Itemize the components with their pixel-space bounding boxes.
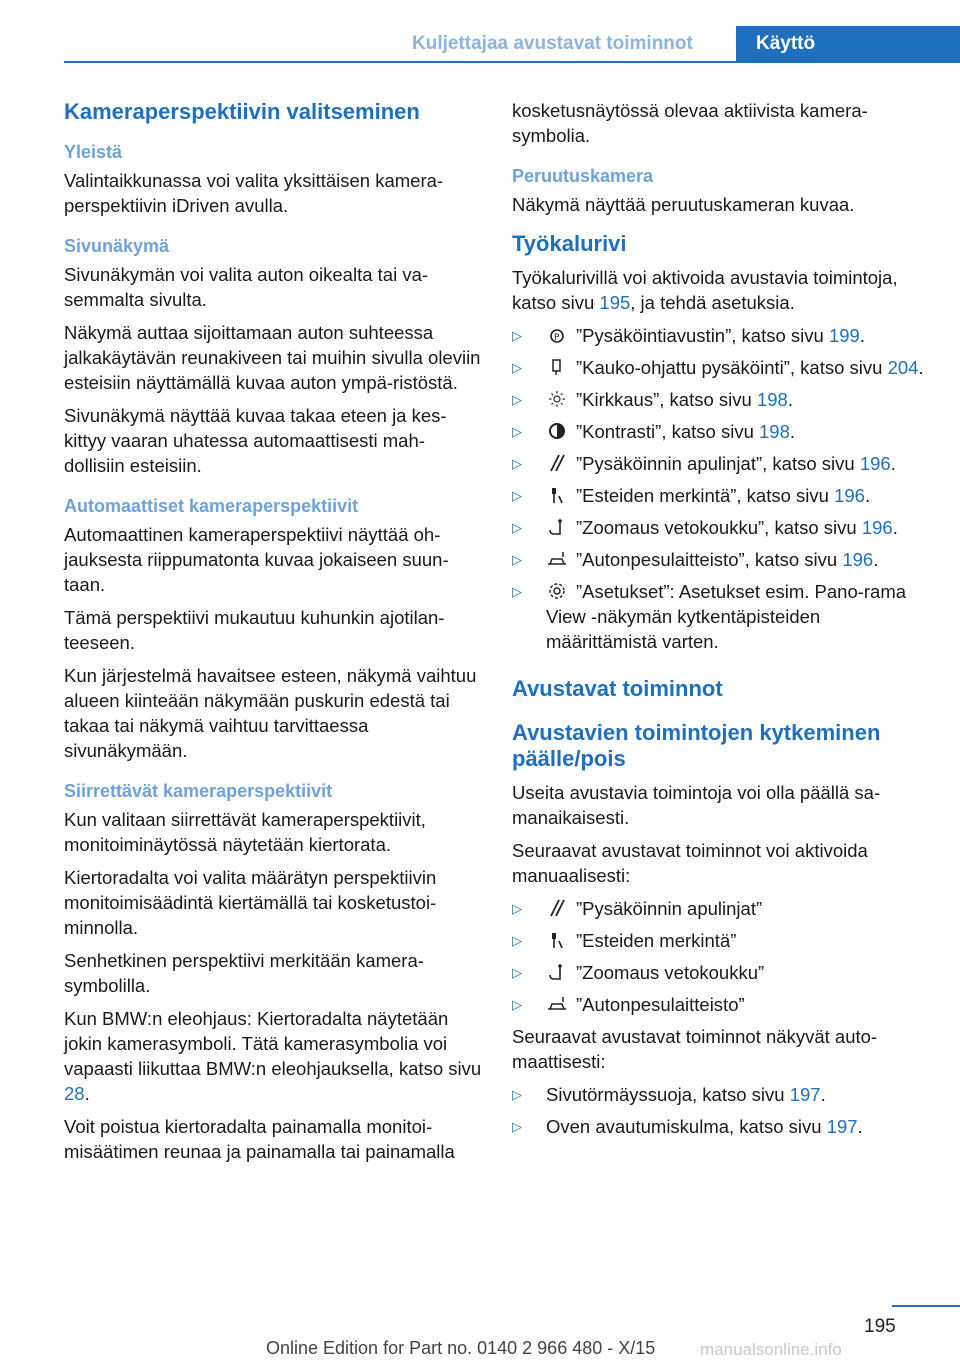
item-end: . [890, 453, 896, 474]
bullet-icon: ▷ [512, 997, 522, 1012]
list-item [512, 1082, 932, 1107]
heading-avustavat: Avustavat toiminnot [512, 676, 723, 701]
paragraph [512, 265, 932, 315]
parking-lines-icon [546, 453, 568, 471]
page-link[interactable]: 196 [861, 517, 893, 538]
page-link[interactable]: 197 [826, 1116, 858, 1137]
item-end: . [892, 517, 898, 538]
paragraph: Voit poistua kiertoradalta painamalla monitoi-misäätimen reunaa ja painamalla tai painamalla [64, 1116, 455, 1162]
subheading-siirrettavat: Siirrettävät kameraperspektiivit [64, 781, 333, 801]
page-link[interactable]: 195 [599, 292, 631, 313]
contrast-icon [546, 421, 568, 439]
bullet-icon: ▷ [512, 456, 522, 471]
list-item [512, 547, 932, 572]
paragraph: Näkymä auttaa sijoittamaan auton suhteessa jalkakäytävän reunakiveen tai muihin sivulla oleviin esteisiin näyttämällä kuvaa auton ympä-ristöstä. [64, 322, 481, 393]
paragraph: Sivunäkymän voi valita auton oikealta tai va-semmalta sivulta. [64, 264, 429, 310]
bullet-icon: ▷ [512, 488, 522, 503]
item-text: Oven avautumiskulma, katso sivu [546, 1116, 827, 1137]
item-text: ”Kontrasti”, katso sivu [576, 421, 760, 442]
page-link[interactable]: 197 [789, 1084, 821, 1105]
page-link[interactable]: 196 [842, 549, 874, 570]
list-item [512, 579, 932, 654]
list-item [512, 515, 932, 540]
subheading-peruutuskamera: Peruutuskamera [512, 166, 654, 186]
item-text: ”Pysäköinnin apulinjat” [576, 898, 763, 919]
bullet-icon: ▷ [512, 901, 522, 916]
trailer-hitch-zoom-icon [546, 962, 568, 980]
page-link[interactable]: 28 [64, 1083, 85, 1104]
paragraph-text: , ja tehdä asetuksia. [630, 292, 795, 313]
item-text: ”Esteiden merkintä” [576, 930, 737, 951]
bullet-icon: ▷ [512, 552, 522, 567]
bullet-icon: ▷ [512, 1087, 522, 1102]
item-text: ”Zoomaus vetokoukku”, katso sivu [576, 517, 862, 538]
item-text: ”Kirkkaus”, katso sivu [576, 389, 757, 410]
automatic-list [512, 1082, 932, 1139]
item-end: . [873, 549, 879, 570]
list-item [512, 323, 932, 348]
bullet-icon: ▷ [512, 1119, 522, 1134]
page-link[interactable]: 199 [828, 325, 860, 346]
heading-tyokalurivi: Työkalurivi [512, 231, 627, 256]
page-number: 195 [864, 1316, 896, 1337]
item-end: . [820, 1084, 826, 1105]
left-column [64, 98, 484, 1172]
car-wash-icon [546, 994, 568, 1012]
paragraph: Valintaikkunassa voi valita yksittäisen kamera-perspektiivin iDriven avulla. [64, 170, 444, 216]
list-item [512, 960, 932, 985]
paragraph-text: . [84, 1083, 90, 1104]
car-wash-icon [546, 549, 568, 567]
list-item [512, 419, 932, 444]
parking-assistant-icon [546, 325, 568, 343]
item-text: ”Zoomaus vetokoukku” [576, 962, 765, 983]
paragraph: Seuraavat avustavat toiminnot näkyvät auto-maattisesti: [512, 1026, 878, 1072]
paragraph: Kiertoradalta voi valita määrätyn perspektiivin monitoimisäädintä kiertämällä tai kosketustoi-minnolla. [64, 867, 437, 938]
toolbar-list [512, 323, 932, 654]
item-text: ”Pysäköinnin apulinjat”, katso sivu [576, 453, 860, 474]
header-section-title: Kuljettajaa avustavat toiminnot [412, 33, 693, 54]
list-item [512, 896, 932, 921]
item-end: . [864, 485, 871, 506]
item-text: ”Autonpesulaitteisto”, katso sivu [576, 549, 843, 570]
page-link[interactable]: 196 [859, 453, 891, 474]
page-link[interactable]: 198 [759, 421, 790, 442]
item-end: . [789, 421, 796, 442]
watermark: manualsonline.info [700, 1340, 842, 1359]
remote-parking-icon [546, 357, 568, 375]
paragraph: Useita avustavia toimintoja voi olla päällä sa-manaikaisesti. [512, 782, 881, 828]
bullet-icon: ▷ [512, 392, 522, 407]
header-chapter-tab: Käyttö [736, 26, 960, 62]
bullet-icon: ▷ [512, 360, 522, 375]
footer-rule [892, 1305, 960, 1307]
paragraph: Seuraavat avustavat toiminnot voi aktivoida manuaalisesti: [512, 840, 868, 886]
header-rule [64, 61, 960, 63]
list-item [512, 992, 932, 1017]
bullet-icon: ▷ [512, 328, 522, 343]
subheading-sivunakyma: Sivunäkymä [64, 236, 170, 256]
paragraph-text: Työkalurivillä voi aktivoida avustavia toimintoja, katso sivu [512, 267, 898, 313]
item-text: ”Autonpesulaitteisto” [576, 994, 745, 1015]
page-link[interactable]: 204 [887, 357, 919, 378]
heading-kytkeminen: Avustavien toimintojen kytkeminen päälle/pois [512, 720, 881, 771]
item-text: ”Kauko-ohjattu pysäköinti”, katso sivu [576, 357, 888, 378]
paragraph-text: Kun BMW:n eleohjaus: Kiertoradalta näytetään jokin kamerasymboli. Tätä kamerasymbolia voi vapaasti liikuttaa BMW:n eleohjauksella, katso sivu [64, 1008, 482, 1079]
obstacle-marking-icon [546, 485, 568, 503]
paragraph: Kun järjestelmä havaitsee esteen, näkymä vaihtuu alueen kiinteään näkymään puskurin edestä tai takaa tai näkymä vaihtuu tarvittaessa sivunäkymään. [64, 665, 477, 761]
item-text: Sivutörmäyssuoja, katso sivu [546, 1084, 790, 1105]
paragraph: Kun valitaan siirrettävät kameraperspektiivit, monitoiminäytössä näytetään kiertorata. [64, 809, 426, 855]
list-item [512, 928, 932, 953]
list-item [512, 387, 932, 412]
item-end: . [857, 1116, 863, 1137]
right-column [512, 98, 932, 1146]
manual-list [512, 896, 932, 1017]
trailer-hitch-zoom-icon [546, 517, 568, 535]
item-text: ”Esteiden merkintä”, katso sivu [576, 485, 835, 506]
item-text: ”Asetukset”: Asetukset esim. Pano-rama View -näkymän kytkentäpisteiden määrittämistä varten. [546, 581, 907, 652]
paragraph: Tämä perspektiivi mukautuu kuhunkin ajotilan-teeseen. [64, 607, 445, 653]
brightness-icon [546, 389, 568, 407]
footer-edition: Online Edition for Part no. 0140 2 966 480 - X/15 [266, 1338, 656, 1358]
bullet-icon: ▷ [512, 933, 522, 948]
list-item [512, 483, 932, 508]
parking-lines-icon [546, 898, 568, 916]
item-end: . [787, 389, 793, 410]
subheading-yleista: Yleistä [64, 142, 123, 162]
bullet-icon: ▷ [512, 520, 522, 535]
bullet-icon: ▷ [512, 965, 522, 980]
item-end: . [859, 325, 865, 346]
obstacle-marking-icon [546, 930, 568, 948]
paragraph: Sivunäkymä näyttää kuvaa takaa eteen ja kes-kittyy vaaran uhatessa automaattisesti mah-dollisiin esteisiin. [64, 405, 447, 476]
paragraph: Senhetkinen perspektiivi merkitään kamera-symbolilla. [64, 950, 424, 996]
settings-gear-icon [546, 581, 568, 599]
paragraph: kosketusnäytössä olevaa aktiivista kamera-symbolia. [512, 100, 868, 146]
svg-text:P: P [554, 333, 560, 343]
subheading-automaattiset: Automaattiset kameraperspektiivit [64, 496, 359, 516]
item-text: ”Pysäköintiavustin”, katso sivu [576, 325, 829, 346]
bullet-icon: ▷ [512, 584, 522, 599]
page-link[interactable]: 198 [756, 389, 788, 410]
item-end: . [918, 357, 924, 378]
paragraph: Automaattinen kameraperspektiivi näyttää oh-jauksesta riippumatonta kuvaa jokaiseen suun-taan. [64, 524, 449, 595]
page-link[interactable]: 196 [834, 485, 865, 506]
list-item [512, 451, 932, 476]
section-title: Kameraperspektiivin valitseminen [64, 99, 420, 124]
paragraph [64, 1006, 484, 1106]
list-item [512, 1114, 932, 1139]
bullet-icon: ▷ [512, 424, 522, 439]
paragraph: Näkymä näyttää peruutuskameran kuvaa. [512, 194, 855, 215]
list-item [512, 355, 932, 380]
